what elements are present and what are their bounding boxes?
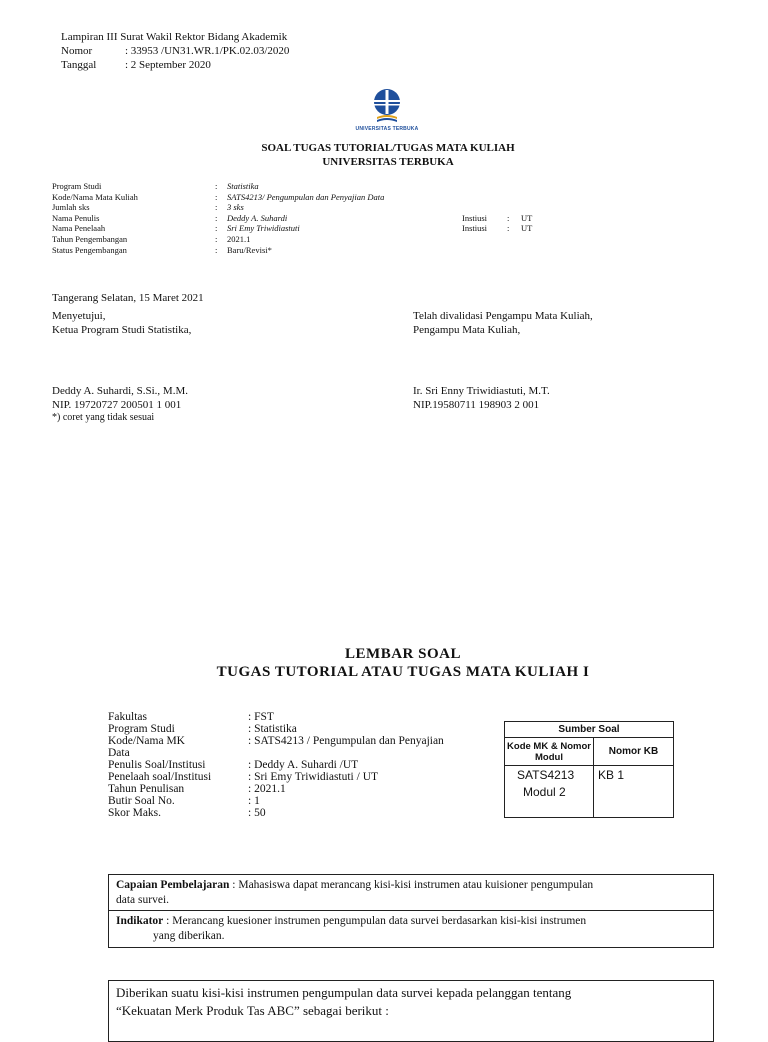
meta-colon: :: [215, 223, 218, 234]
info-value: : Statistika: [248, 723, 297, 735]
approval-right-line2: Pengampu Mata Kuliah,: [413, 324, 521, 336]
approval-right-line1: Telah divalidasi Pengampu Mata Kuliah,: [413, 310, 593, 322]
info-value: : FST: [248, 711, 274, 723]
signatory-right-name: Ir. Sri Enny Triwidiastuti, M.T.: [413, 385, 550, 397]
course-meta: [52, 181, 652, 255]
source-col2-header: Nomor KB: [594, 738, 674, 766]
institution-value: UT: [521, 212, 533, 223]
meta-row-reviewer: [52, 223, 652, 234]
source-col1-cell: [505, 766, 594, 818]
info-label: Skor Maks.: [108, 807, 162, 819]
sheet-title-line2: TUGAS TUTORIAL ATAU TUGAS MATA KULIAH I: [216, 664, 590, 680]
capaian-label: Capaian Pembelajaran: [116, 879, 230, 891]
info-row-faculty: [108, 711, 498, 723]
meta-row-year: [52, 234, 652, 245]
info-row-course-cont: [108, 747, 498, 759]
signatory-left-name: Deddy A. Suhardi, S.Si., M.M.: [52, 385, 188, 397]
info-label: Data: [108, 747, 130, 759]
source-course-code: SATS4213: [517, 768, 575, 782]
approval-left-line2: Ketua Program Studi Statistika,: [52, 324, 192, 336]
institution-value: UT: [521, 223, 533, 234]
meta-colon: :: [215, 202, 218, 213]
approval-left: [52, 309, 191, 337]
capaian-text: : Mahasiswa dapat merancang kisi-kisi instrumen atau kuisioner pengumpulan: [229, 879, 594, 891]
ut-logo: [355, 88, 419, 132]
letter-number-row: [61, 44, 289, 58]
indikator-label: Indikator: [116, 915, 164, 927]
meta-value: 2021.1: [227, 233, 251, 244]
sheet-info: [108, 711, 498, 819]
tanggal-label: Tanggal: [61, 59, 97, 71]
approval-left-line1: Menyetujui,: [52, 310, 106, 322]
letter-header: [61, 30, 289, 72]
info-row-item: [108, 795, 498, 807]
logo-caption: UNIVERSITAS TERBUKA: [355, 126, 419, 132]
institution-label: Instiusi: [462, 223, 488, 234]
signatory-left: [52, 384, 188, 423]
meta-row-sks: [52, 202, 652, 213]
question-text: [109, 981, 713, 1020]
approval-right: [413, 309, 593, 337]
learning-box: [108, 874, 714, 948]
meta-colon: :: [215, 191, 218, 202]
info-value: : 1: [248, 795, 260, 807]
meta-value: Statistika: [227, 181, 259, 191]
meta-colon: :: [215, 212, 218, 223]
meta-value: Baru/Revisi*: [227, 244, 272, 255]
info-value: : 2021.1: [248, 783, 286, 795]
info-value: : Deddy A. Suhardi /UT: [248, 759, 359, 771]
info-row-reviewer: [108, 771, 498, 783]
meta-colon: :: [507, 223, 510, 234]
meta-label: Tahun Pengembangan: [52, 233, 128, 244]
document-title: [0, 141, 768, 169]
sheet-title-line1: LEMBAR SOAL: [345, 646, 461, 662]
meta-colon: :: [215, 233, 218, 244]
meta-row-author: [52, 213, 652, 224]
meta-value: Sri Emy Triwidiastuti: [227, 223, 300, 234]
letter-date-row: [61, 58, 289, 72]
tanggal-value: : 2 September 2020: [125, 59, 211, 71]
meta-value: SATS4213/ Pengumpulan dan Penyajian Data: [227, 191, 385, 202]
place-date: Tangerang Selatan, 15 Maret 2021: [52, 292, 204, 304]
nomor-label: Nomor: [61, 45, 93, 57]
sheet-title: [0, 645, 768, 681]
source-module: Modul 2: [523, 785, 566, 799]
info-label: Tahun Penulisan: [108, 783, 185, 795]
capaian-section: [109, 875, 713, 911]
letter-attachment-line: Lampiran III Surat Wakil Rektor Bidang Akademik: [61, 31, 288, 43]
info-row-score: [108, 807, 498, 819]
info-row-course: [108, 735, 498, 747]
title-line-1: SOAL TUGAS TUTORIAL/TUGAS MATA KULIAH: [261, 142, 515, 154]
indikator-text: : Merancang kuesioner instrumen pengumpulan data survei berdasarkan kisi-kisi instrumen: [163, 915, 587, 927]
indikator-text-cont: yang diberikan.: [153, 930, 225, 942]
source-kb: KB 1: [594, 766, 674, 818]
info-label: Program Studi: [108, 723, 175, 735]
question-line-2: “Kekuatan Merk Produk Tas ABC” sebagai berikut :: [116, 1003, 389, 1018]
indikator-section: [109, 911, 713, 944]
info-value: : SATS4213 / Pengumpulan dan Penyajian: [248, 735, 444, 747]
info-label: Butir Soal No.: [108, 795, 175, 807]
meta-label: Program Studi: [52, 181, 102, 191]
question-box: [108, 980, 714, 1042]
info-row-program: [108, 723, 498, 735]
footnote: *) coret yang tidak sesuai: [52, 412, 155, 423]
signatory-left-nip: NIP. 19720727 200501 1 001: [52, 399, 182, 411]
info-label: Penelaah soal/Institusi: [108, 771, 212, 783]
ut-logo-icon: [371, 88, 403, 124]
meta-value: 3 sks: [227, 202, 244, 213]
info-label: Fakultas: [108, 711, 147, 723]
info-value: : Sri Emy Triwidiastuti / UT: [248, 771, 379, 783]
meta-label: Jumlah sks: [52, 202, 90, 213]
source-table: [504, 721, 674, 818]
question-line-1: Diberikan suatu kisi-kisi instrumen pengumpulan data survei kepada pelanggan tentang: [116, 985, 572, 1000]
meta-colon: :: [215, 181, 218, 191]
nomor-value: : 33953 /UN31.WR.1/PK.02.03/2020: [125, 45, 290, 57]
meta-label: Status Pengembangan: [52, 244, 127, 255]
meta-colon: :: [507, 212, 510, 223]
meta-colon: :: [215, 244, 218, 255]
source-col1-header: Kode MK & Nomor Modul: [505, 738, 594, 766]
signatory-right-nip: NIP.19580711 198903 2 001: [413, 399, 540, 411]
meta-row-status: [52, 245, 652, 256]
meta-row-course: [52, 192, 652, 203]
info-row-author: [108, 759, 498, 771]
meta-row-program: [52, 181, 652, 192]
capaian-text-cont: data survei.: [116, 894, 170, 906]
institution-label: Instiusi: [462, 212, 488, 223]
info-row-year: [108, 783, 498, 795]
meta-label: Nama Penulis: [52, 212, 100, 223]
info-value: : 50: [248, 807, 266, 819]
meta-label: Nama Penelaah: [52, 223, 106, 234]
info-label: Kode/Nama MK: [108, 735, 185, 747]
title-line-2: UNIVERSITAS TERBUKA: [322, 156, 454, 168]
signatory-right: [413, 384, 550, 412]
meta-label: Kode/Nama Mata Kuliah: [52, 191, 138, 202]
source-table-header: Sumber Soal: [505, 722, 674, 738]
info-label: Penulis Soal/Institusi: [108, 759, 206, 771]
meta-value: Deddy A. Suhardi: [227, 212, 288, 223]
